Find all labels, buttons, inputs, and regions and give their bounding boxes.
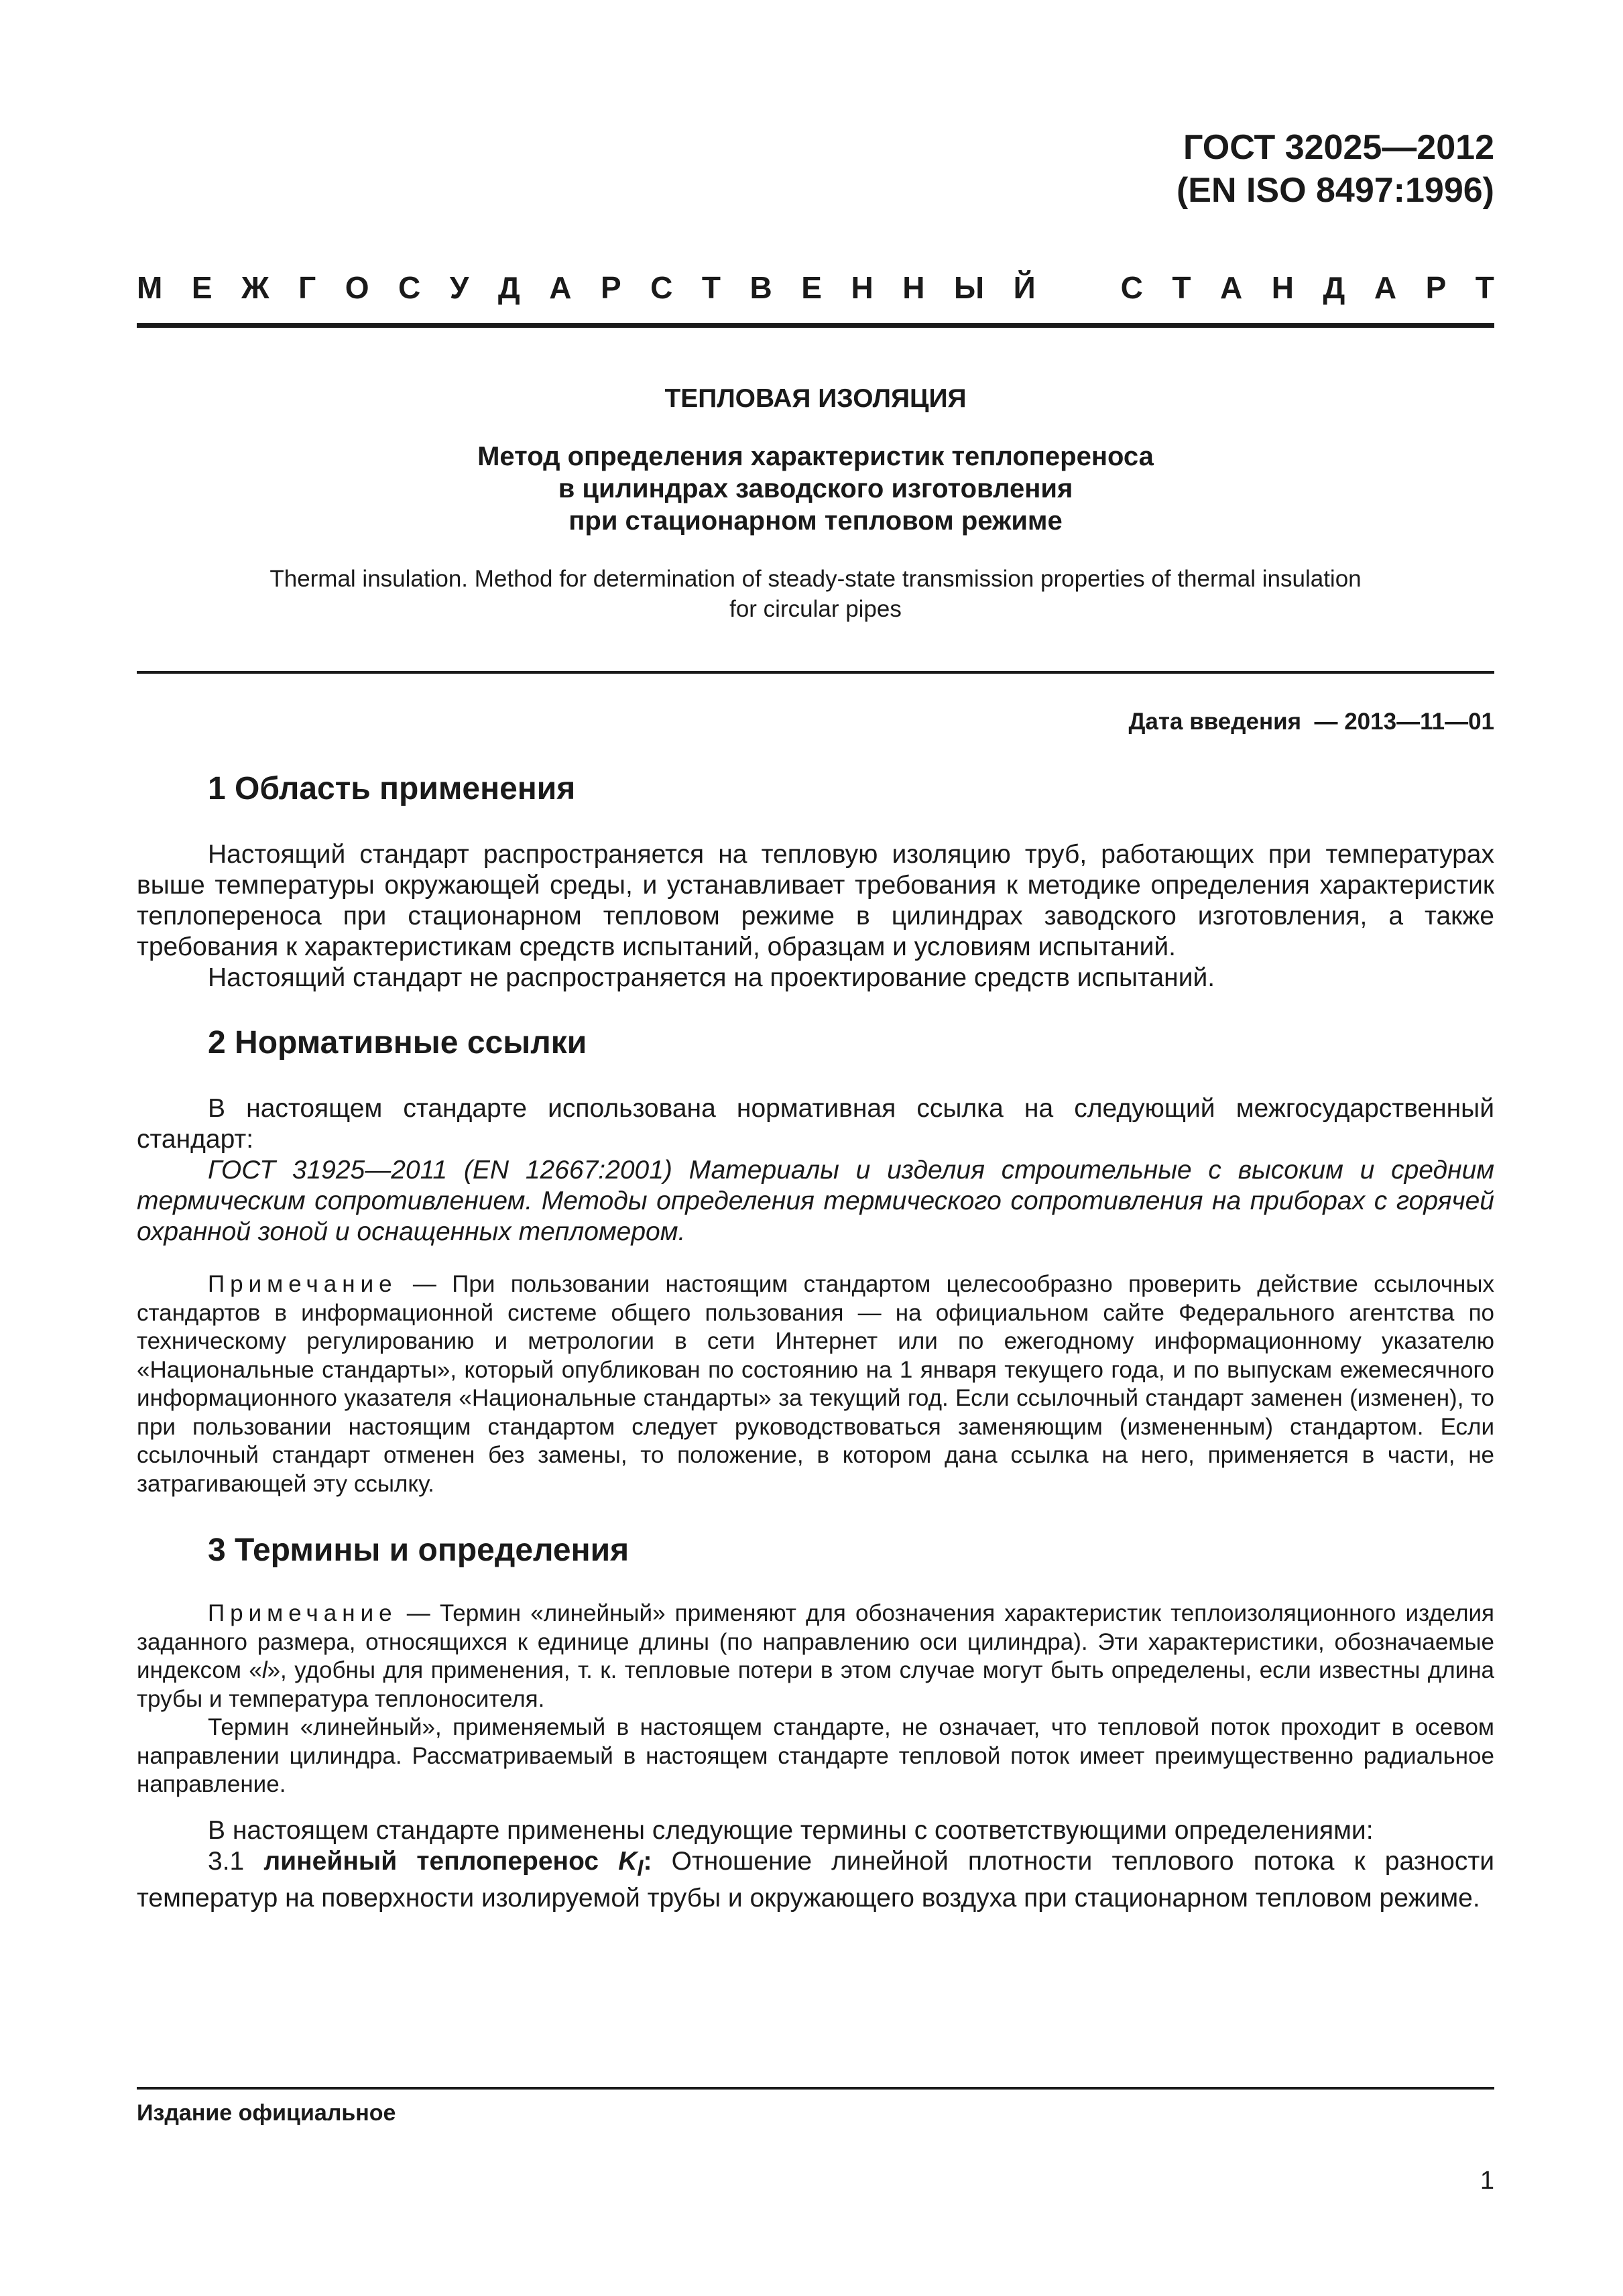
section-3-paragraph: В настоящем стандарте применены следующие термины с соответствующими определениями: [208,1815,1374,1845]
banner-letter: Н [1271,270,1295,305]
introduction-date [137,709,1494,735]
term-definition [137,1846,1494,1915]
title-english: Thermal insulation. Method for determination of steady-state transmission properties of thermal insulation for circular pipes [269,566,1362,622]
gost-code-block [137,126,1494,212]
title-main: ТЕПЛОВАЯ ИЗОЛЯЦИЯ [664,384,967,413]
section-3-note-continued: Термин «линейный», применяемый в настоящем стандарте, не означает, что тепловой поток проходит в осевом направлении цилиндра. Рассматриваемый в настоящем стандарте тепловой поток имеет преимущественно радиальное направление. [137,1714,1494,1797]
section-2-heading: 2 Нормативные ссылки [208,1025,587,1061]
term-number: 3.1 [208,1846,264,1876]
banner-letter: У [449,270,469,305]
note-index: l [261,1657,267,1683]
title-sub-line: в цилиндрах заводского изготовления [558,474,1073,503]
section-2-paragraph: В настоящем стандарте использована нормативная ссылка на следующий межгосударственный стандарт: [137,1094,1494,1154]
banner-letter: В [749,270,772,305]
banner-letter: Ж [241,270,269,305]
banner-letter: Е [191,270,213,305]
banner-letter: Т [1172,270,1191,305]
banner-letter: Н [902,270,925,305]
banner-letter: Е [801,270,822,305]
note-label: Примечание [208,1600,398,1626]
title-rule [137,671,1494,674]
banner-letter: Н [851,270,874,305]
interstate-standard-banner [137,269,1494,306]
referenced-standard: ГОСТ 31925—2011 (EN 12667:2001) Материалы и изделия строительные с высоким и средним термическим сопротивлением. Методы определения термического сопротивления на приборах с горячей охранной зоной и оснащенных тепломером. [137,1156,1494,1246]
banner-letter: С [398,270,421,305]
banner-letter: Ы [954,270,985,305]
banner-letter: Г [298,270,316,305]
date-value: — 2013—11—01 [1314,709,1494,735]
banner-letter: Р [1425,270,1447,305]
term-name: линейный теплоперенос [263,1846,619,1876]
banner-letter: О [345,270,369,305]
banner-letter: М [137,270,163,305]
note-text: — Термин «линейный» применяют для обозначения характеристик теплоизоляционного изделия заданного размера, относящихся к единице длины (по направлению оси цилиндра). Эти характеристики, обозначаемые индексом « [137,1600,1494,1683]
note-label: Примечание [208,1271,398,1297]
section-1-paragraph: Настоящий стандарт распространяется на тепловую изоляцию труб, работающих при температурах выше температуры окружающей среды, и устанавливает требования к методике определения характеристик теплопереноса при стационарном тепловом режиме в цилиндрах заводского изготовления, а также требования к характеристикам средств испытаний, образцам и условиям испытаний. [137,840,1494,961]
banner-letter: А [1374,270,1397,305]
section-3-heading: 3 Термины и определения [208,1532,629,1568]
section-1-heading: 1 Область применения [208,771,576,806]
banner-letter: С [1120,270,1143,305]
term-symbol: K [618,1846,638,1876]
header-rule [137,323,1494,328]
title-sub-line: при стационарном тепловом режиме [568,506,1063,536]
title-subtitle [137,440,1494,537]
page-number: 1 [1480,2167,1494,2195]
gost-number: ГОСТ 32025—2012 [1183,128,1494,167]
official-edition-label: Издание официальное [137,2100,396,2126]
note-text: — При пользовании настоящим стандартом целесообразно проверить действие ссылочных стандартов в информационной системе общего пользования — на официальном сайте Федерального агентства по техническому регулированию и метрологии в сети Интернет или по ежегодному информационному указателю «Национальные стандарты», который опубликован по состоянию на 1 января текущего года, и по выпускам ежемесячного информационного указателя «Национальные стандарты» за текущий год. Если ссылочный стандарт заменен (изменен), то при пользовании настоящим стандартом следует руководствоваться заменяющим (измененным) стандартом. Если ссылочный стандарт отменен без замены, то положение, в котором дана ссылка на него, применяется в части, не затрагивающей эту ссылку. [137,1271,1494,1497]
section-2-note [137,1270,1494,1498]
term-subscript: l [637,1856,644,1880]
banner-letter: А [1220,270,1243,305]
banner-gap [1065,269,1091,306]
footer-rule [137,2087,1494,2090]
term-definition-text: Отношение линейной плотности теплового потока к разности температур на поверхности изолируемой трубы и окружающего воздуха при стационарном тепловом режиме. [137,1846,1494,1913]
banner-letter: Р [600,270,621,305]
banner-letter: А [549,270,572,305]
banner-letter: Й [1013,270,1036,305]
section-3-note [137,1599,1494,1713]
date-label: Дата введения [1128,709,1302,735]
banner-letter: Д [497,270,520,305]
section-1-paragraph: Настоящий стандарт не распространяется на проектирование средств испытаний. [208,963,1215,992]
banner-letter: Т [1475,270,1494,305]
note-text: », удобны для применения, т. к. тепловые потери в этом случае могут быть определены, если известны длина трубы и температура теплоносителя. [137,1657,1494,1712]
term-colon: : [643,1846,652,1876]
banner-letter: С [650,270,673,305]
iso-number: (EN ISO 8497:1996) [1176,171,1494,210]
banner-letter: Д [1323,270,1345,305]
banner-letter: Т [701,270,721,305]
title-sub-line: Метод определения характеристик теплопереноса [477,442,1154,471]
